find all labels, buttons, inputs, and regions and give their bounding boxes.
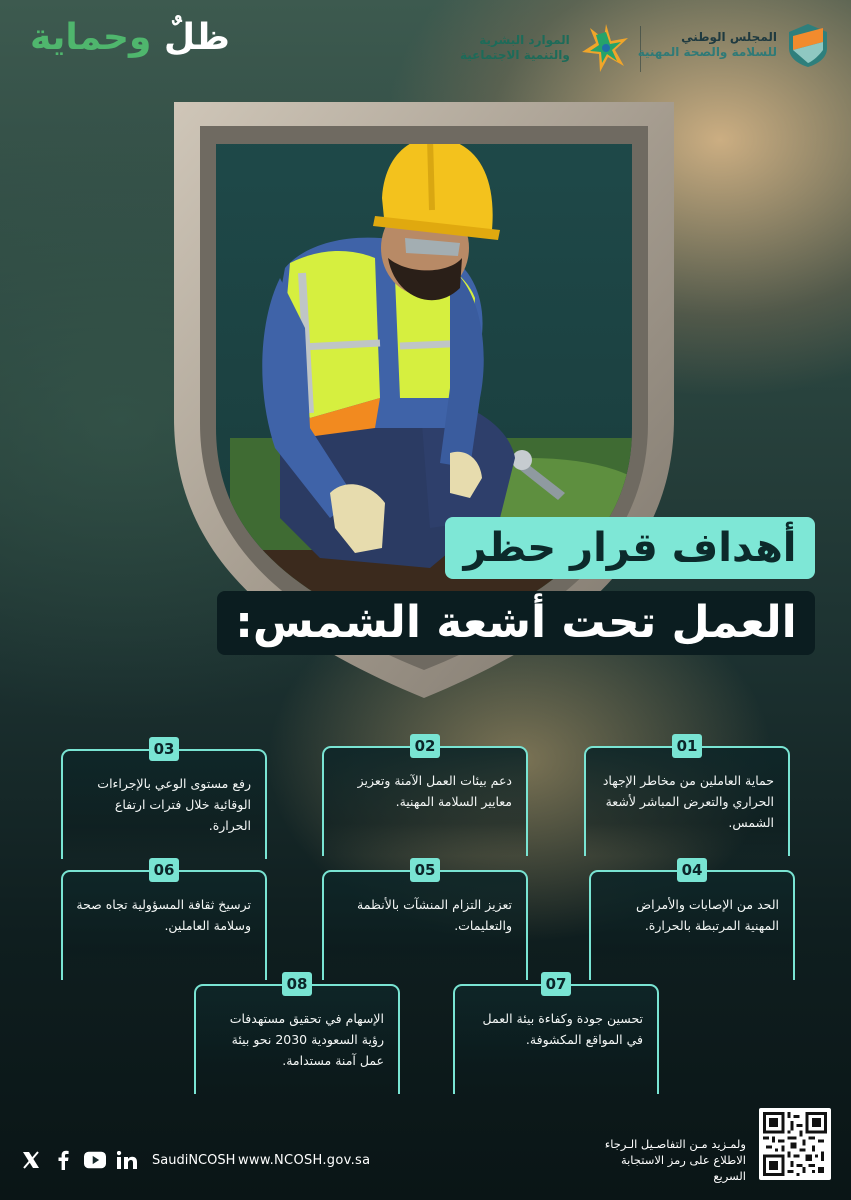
goal-number-badge: 06 [149, 858, 179, 882]
goal-text: رفع مستوى الوعي بالإجراءات الوقائية خلال فترات ارتفاع الحرارة. [97, 776, 251, 833]
slogan-word-shade: ظلٌ [163, 17, 230, 58]
goal-number-badge: 04 [677, 858, 707, 882]
ncosh-name: المجلس الوطني للسلامة والصحة المهنية [637, 30, 777, 59]
goal-card-03 [61, 740, 267, 859]
goal-card-04 [589, 861, 795, 980]
goal-number-badge: 08 [282, 972, 312, 996]
campaign-slogan [30, 17, 230, 58]
goal-text: الحد من الإصابات والأمراض المهنية المرتبطة بالحرارة. [636, 897, 779, 933]
ncosh-emblem-icon [787, 22, 829, 68]
goal-text: تعزيز التزام المنشآت بالأنظمة والتعليمات. [357, 897, 512, 933]
goal-text: الإسهام في تحقيق مستهدفات رؤية السعودية 2030 نحو بيئة عمل آمنة مستدامة. [229, 1011, 384, 1068]
youtube-icon[interactable] [84, 1150, 106, 1170]
goal-card-02 [322, 737, 528, 856]
goal-card-01 [584, 737, 790, 856]
goal-text: دعم بيئات العمل الآمنة وتعزيز معايير السلامة المهنية. [357, 773, 512, 809]
hrsd-name: الموارد البشرية والتنمية الاجتماعية [460, 33, 570, 62]
qr-caption: ولمـزيد مـن التفاصـيل الـرجاء الاطلاع على رمز الاستجابة السريع [604, 1137, 746, 1183]
goal-number-badge: 01 [672, 734, 702, 758]
goal-card-07 [453, 975, 659, 1094]
ncosh-logo [638, 22, 829, 68]
headline-line-2: العمل تحت أشعة الشمس: [217, 591, 815, 655]
facebook-icon[interactable] [52, 1150, 74, 1170]
hrsd-star-icon [578, 22, 634, 74]
hrsd-logo [460, 22, 634, 74]
goal-number-badge: 05 [410, 858, 440, 882]
goal-text: حماية العاملين من مخاطر الإجهاد الحراري والتعرض المباشر لأشعة الشمس. [602, 773, 774, 830]
social-handle[interactable]: SaudiNCOSH [152, 1152, 236, 1168]
linkedin-icon[interactable] [116, 1150, 138, 1170]
goal-text: ترسيخ ثقافة المسؤولية تجاه صحة وسلامة العاملين. [76, 897, 251, 933]
qr-code-icon [763, 1112, 827, 1176]
goal-card-05 [322, 861, 528, 980]
x-icon[interactable] [20, 1150, 42, 1170]
headline-line-1: أهداف قرار حظر [445, 517, 815, 579]
social-links [20, 1150, 235, 1170]
goal-number-badge: 03 [149, 737, 179, 761]
goal-card-06 [61, 861, 267, 980]
website-link[interactable]: www.NCOSH.gov.sa [238, 1153, 371, 1168]
goal-card-08 [194, 975, 400, 1094]
qr-code[interactable] [759, 1108, 831, 1180]
slogan-word-protection: وحماية [30, 17, 152, 58]
goal-text: تحسين جودة وكفاءة بيئة العمل في المواقع المكشوفة. [482, 1011, 643, 1047]
goal-number-badge: 02 [410, 734, 440, 758]
goal-number-badge: 07 [541, 972, 571, 996]
